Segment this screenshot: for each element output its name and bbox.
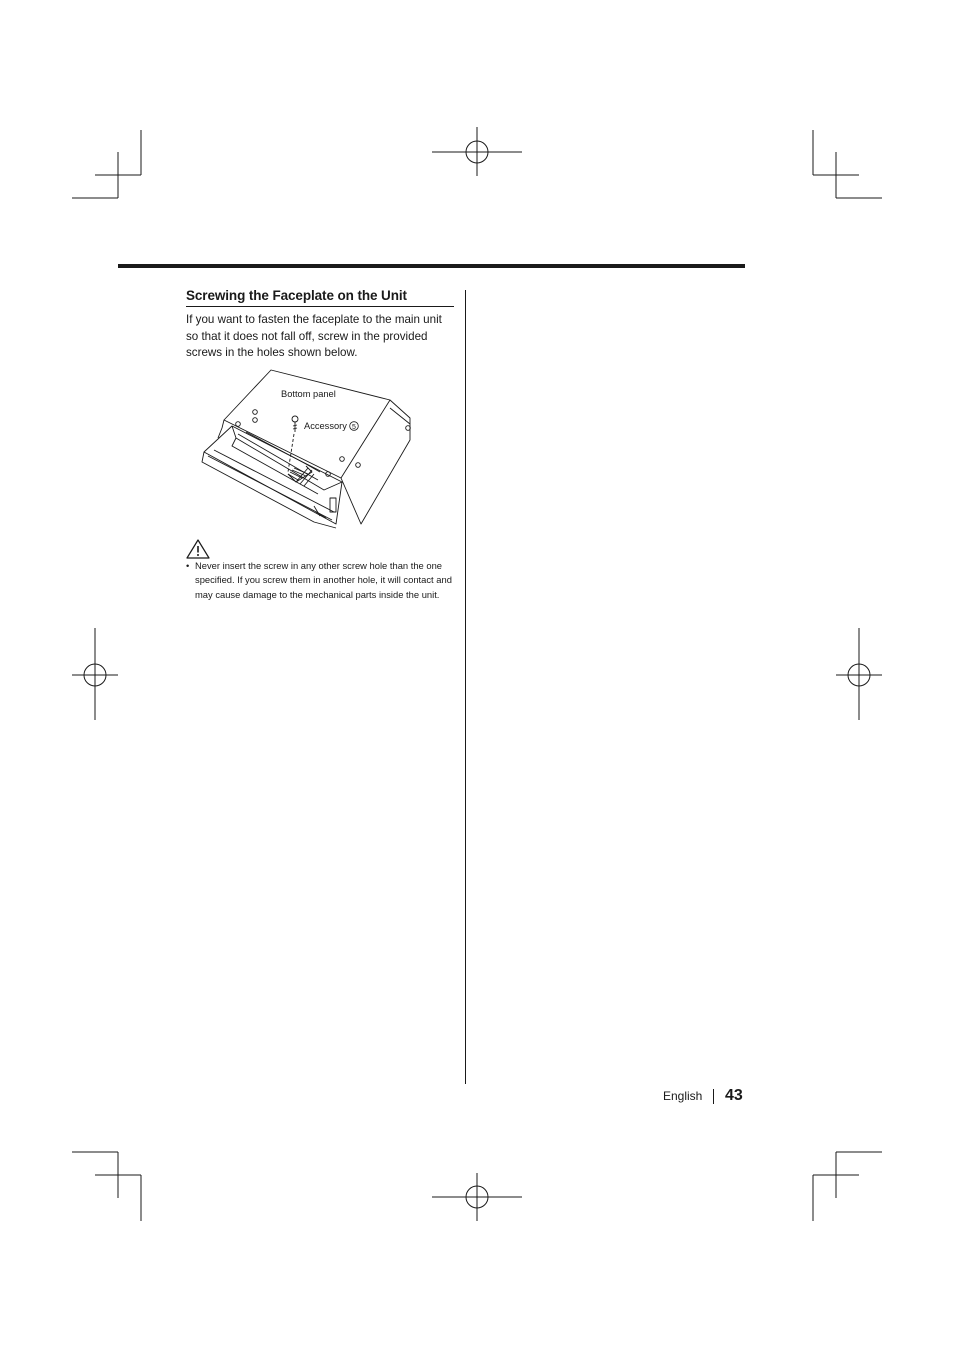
page-number: 43 (725, 1087, 743, 1104)
bullet: • (186, 560, 190, 571)
accessory-number: 5 (352, 424, 356, 431)
header-rule (118, 264, 745, 268)
intro-paragraph: If you want to fasten the faceplate to the main unit so that it does not fall off, screw in the provided screws in the holes shown below. (186, 313, 442, 359)
section-title: Screwing the Faceplate on the Unit (186, 288, 454, 307)
accessory-label: Accessory (304, 421, 347, 431)
warning-triangle-icon (186, 539, 210, 559)
caution-note (186, 559, 454, 602)
unit-bottom-illustration (196, 366, 418, 532)
footer-language: English (663, 1089, 703, 1103)
bottom-panel-label: Bottom panel (281, 389, 336, 399)
caution-text: Never insert the screw in any other screw hole than the one specified. If you screw them in another hole, it will contact and may cause damage to the mechanical parts inside the unit. (195, 560, 452, 600)
caution-item (186, 559, 454, 602)
column-divider (465, 290, 466, 1084)
footer-separator (713, 1089, 714, 1104)
